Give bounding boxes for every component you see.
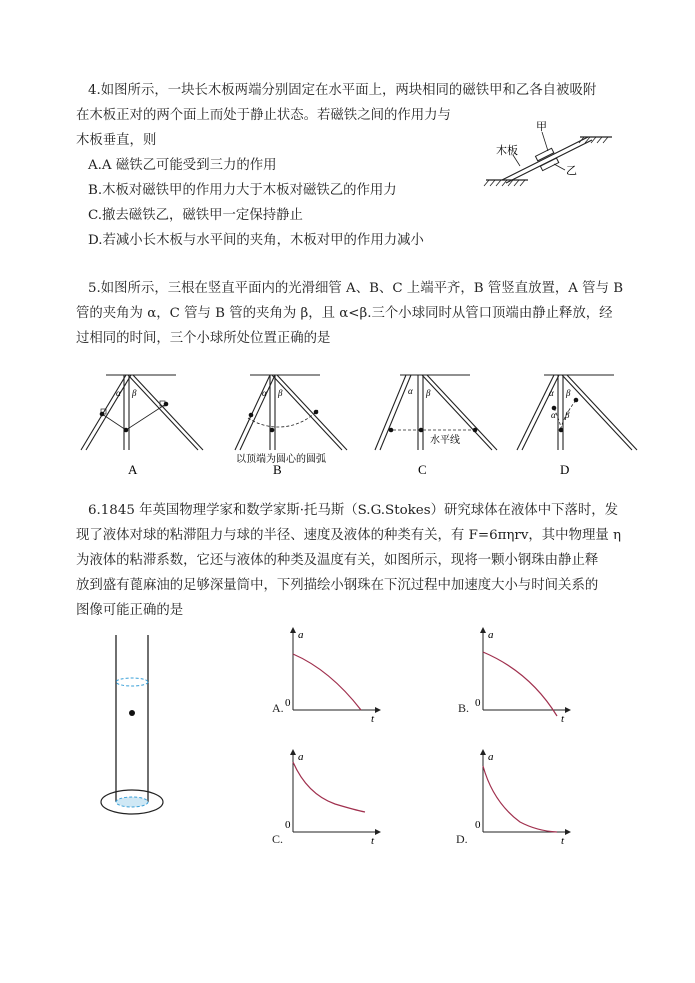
- q6d-y: a: [488, 751, 494, 763]
- q5-line-1: 5.如图所示，三根在竖直平面内的光滑细管 A、B、C 上端平齐，B 管竖直放置，A 管与 B: [88, 281, 624, 296]
- q6-graph-d-label: D.: [456, 832, 468, 846]
- q6d-curve: [483, 766, 557, 832]
- q4-label-board: 木板: [496, 145, 518, 157]
- q5b-beta: β: [278, 388, 283, 398]
- q6a-origin: 0: [285, 697, 291, 709]
- q4-option-a: A.A 磁铁乙可能受到三力的作用: [88, 158, 277, 173]
- q5-line-3: 过相同的时间，三个小球所处位置正确的是: [76, 331, 331, 346]
- q6-line-1: 6.1845 年英国物理学家和数学家斯·托马斯（S.G.Stokes）研究球体在液体中下落时，发: [88, 503, 619, 518]
- q5-figure-b: [220, 370, 350, 480]
- q6-line-5: 图像可能正确的是: [76, 603, 184, 618]
- q6c-curve: [293, 762, 365, 812]
- q5-line-2: 管的夹角为 α，C 管与 B 管的夹角为 β，且 α<β.三个小球同时从管口顶端由静止释放，经: [76, 306, 613, 321]
- q6-graph-b-label: B.: [458, 701, 470, 715]
- q6a-x: t: [371, 713, 375, 725]
- q6b-curve: [483, 652, 557, 716]
- q5b-label: B: [273, 462, 282, 477]
- q6-graph-c: [285, 751, 385, 847]
- q5a-label: A: [128, 462, 138, 477]
- q5-figure-a: [76, 370, 206, 480]
- q6b-x: t: [561, 713, 565, 725]
- q5c-beta: β: [426, 388, 431, 398]
- q6d-origin: 0: [475, 819, 481, 831]
- q5b-alpha: α: [262, 388, 267, 398]
- q5d-beta-2: β: [565, 410, 570, 420]
- q6-line-4: 放到盛有蓖麻油的足够深量筒中，下列描绘小钢珠在下沉过程中加速度大小与时间关系的: [76, 578, 599, 593]
- q6-graph-a: [285, 629, 385, 725]
- q5-figure-d: [514, 370, 644, 480]
- q6-graph-b: [475, 629, 575, 725]
- q5d-beta-1: β: [566, 388, 571, 398]
- q6a-curve: [293, 654, 361, 710]
- q6d-x: t: [561, 835, 565, 847]
- q4-figure: [480, 118, 615, 188]
- q5c-caption: 水平线: [430, 435, 460, 446]
- q4-label-jia: 甲: [536, 121, 547, 133]
- q5-figure-c: [370, 370, 500, 480]
- q6c-origin: 0: [285, 819, 291, 831]
- q6-cylinder-figure: [98, 630, 178, 820]
- q6-graph-d: [475, 751, 575, 847]
- q6-line-2: 现了液体对球的粘滞阻力与球的半径、速度及液体的种类有关，有 F=6πηrv，其中物理量 η: [76, 528, 622, 543]
- q5d-label: D: [560, 462, 570, 477]
- q6-graph-a-label: A.: [272, 701, 284, 715]
- q6c-x: t: [371, 835, 375, 847]
- q5a-beta: β: [132, 388, 137, 398]
- q5b-caption: 以顶端为圆心的圆弧: [236, 454, 326, 465]
- q5d-alpha-2: α: [551, 410, 556, 420]
- q6b-y: a: [488, 629, 494, 641]
- q6-graph-c-label: C.: [272, 832, 284, 846]
- q5c-alpha: α: [408, 386, 413, 396]
- q5d-alpha-1: α: [549, 388, 554, 398]
- steel-ball: [129, 710, 135, 716]
- q4-line-3: 木板垂直，则: [76, 133, 157, 148]
- q4-option-c: C.撤去磁铁乙，磁铁甲一定保持静止: [88, 208, 303, 223]
- q6b-origin: 0: [475, 697, 481, 709]
- q6a-y: a: [298, 629, 304, 641]
- q5c-label: C: [418, 462, 427, 477]
- q6-line-3: 为液体的粘滞系数，它还与液体的种类及温度有关，如图所示，现将一颗小钢珠由静止释: [76, 553, 599, 568]
- q6c-y: a: [298, 751, 304, 763]
- q4-line-2: 在木板正对的两个面上而处于静止状态。若磁铁之间的作用力与: [76, 108, 451, 123]
- q4-label-yi: 乙: [566, 165, 577, 177]
- q4-line-1: 4.如图所示，一块长木板两端分别固定在水平面上，两块相同的磁铁甲和乙各自被吸附: [88, 83, 597, 98]
- q5a-alpha: α: [116, 388, 121, 398]
- q4-option-d: D.若减小长木板与水平间的夹角，木板对甲的作用力减小: [88, 233, 424, 248]
- q4-option-b: B.木板对磁铁甲的作用力大于木板对磁铁乙的作用力: [88, 183, 397, 198]
